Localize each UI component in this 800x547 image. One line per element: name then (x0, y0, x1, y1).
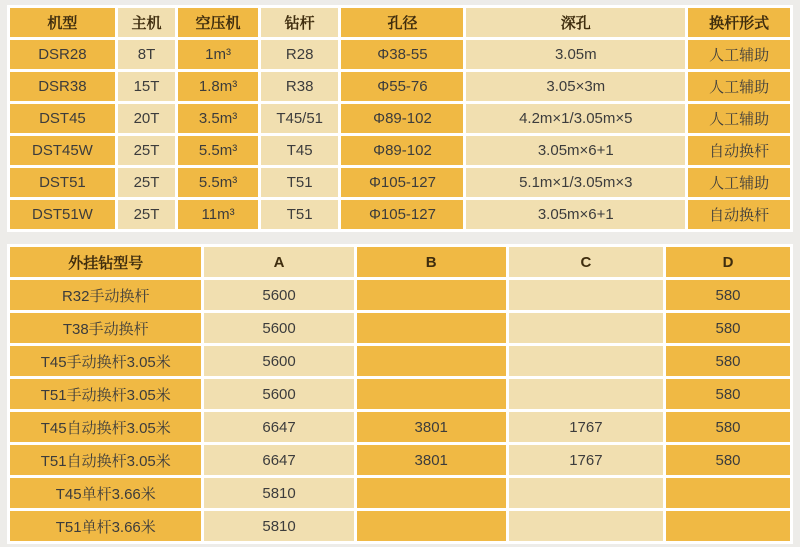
cell: T38手动换杆 (10, 313, 201, 343)
header-cell-hole-diameter: 孔径 (341, 8, 463, 37)
header-cell-d: D (666, 247, 790, 277)
cell: T51 (261, 200, 339, 229)
cell: 5810 (204, 511, 353, 541)
cell: Φ105-127 (341, 200, 463, 229)
cell: 5810 (204, 478, 353, 508)
cell: 6647 (204, 412, 353, 442)
cell: Φ89-102 (341, 104, 463, 133)
dimension-table-row (10, 346, 790, 376)
cell (357, 379, 506, 409)
cell: 3.05m (466, 40, 685, 69)
header-cell-c: C (509, 247, 663, 277)
cell: DST45 (10, 104, 115, 133)
cell: 3.05m×6+1 (466, 136, 685, 165)
cell: T51 (261, 168, 339, 197)
cell (357, 313, 506, 343)
cell: 1767 (509, 445, 663, 475)
cell (357, 511, 506, 541)
cell (509, 280, 663, 310)
spec-table-row (10, 200, 790, 229)
cell: 自动换杆 (688, 200, 790, 229)
cell (357, 478, 506, 508)
cell (509, 379, 663, 409)
cell (509, 478, 663, 508)
cell: 3.05m×6+1 (466, 200, 685, 229)
header-cell-drill-model: 外挂钻型号 (10, 247, 201, 277)
cell: 5.5m³ (178, 136, 258, 165)
header-cell-drill-rod: 钻杆 (261, 8, 339, 37)
dimension-table-row (10, 478, 790, 508)
header-cell-b: B (357, 247, 506, 277)
spec-table (7, 5, 793, 232)
cell: 人工辅助 (688, 40, 790, 69)
header-cell-main-machine: 主机 (118, 8, 175, 37)
header-cell-compressor: 空压机 (178, 8, 258, 37)
cell: 25T (118, 168, 175, 197)
cell (357, 346, 506, 376)
cell: 25T (118, 136, 175, 165)
dimension-table-row (10, 412, 790, 442)
dimension-table-row (10, 313, 790, 343)
cell (509, 313, 663, 343)
cell: DSR28 (10, 40, 115, 69)
cell: 11m³ (178, 200, 258, 229)
cell: 3.5m³ (178, 104, 258, 133)
cell: DSR38 (10, 72, 115, 101)
cell: 20T (118, 104, 175, 133)
header-cell-a: A (204, 247, 353, 277)
cell (509, 511, 663, 541)
cell: 3801 (357, 445, 506, 475)
spec-table-header-row (10, 8, 790, 37)
cell: DST51W (10, 200, 115, 229)
cell: 25T (118, 200, 175, 229)
cell: 5600 (204, 346, 353, 376)
header-cell-model: 机型 (10, 8, 115, 37)
cell: T45手动换杆3.05米 (10, 346, 201, 376)
cell: 3801 (357, 412, 506, 442)
cell: 5.5m³ (178, 168, 258, 197)
cell: Φ105-127 (341, 168, 463, 197)
cell: DST45W (10, 136, 115, 165)
cell: 580 (666, 445, 790, 475)
cell: 4.2m×1/3.05m×5 (466, 104, 685, 133)
cell: 5600 (204, 313, 353, 343)
cell: 1.8m³ (178, 72, 258, 101)
cell: 5.1m×1/3.05m×3 (466, 168, 685, 197)
cell: 580 (666, 412, 790, 442)
dimension-table-row (10, 280, 790, 310)
cell: 8T (118, 40, 175, 69)
cell: T45 (261, 136, 339, 165)
cell: 5600 (204, 280, 353, 310)
cell: 6647 (204, 445, 353, 475)
cell: 580 (666, 280, 790, 310)
cell: 1767 (509, 412, 663, 442)
cell: Φ89-102 (341, 136, 463, 165)
spec-table-row (10, 136, 790, 165)
cell: T51自动换杆3.05米 (10, 445, 201, 475)
cell: 5600 (204, 379, 353, 409)
cell: R32手动换杆 (10, 280, 201, 310)
cell: 人工辅助 (688, 72, 790, 101)
spec-table-row (10, 168, 790, 197)
cell: 580 (666, 313, 790, 343)
cell (666, 478, 790, 508)
cell: R38 (261, 72, 339, 101)
cell: 580 (666, 346, 790, 376)
dimension-table-row (10, 445, 790, 475)
cell: 580 (666, 379, 790, 409)
cell: T45单杆3.66米 (10, 478, 201, 508)
cell: T51单杆3.66米 (10, 511, 201, 541)
spec-table-row (10, 104, 790, 133)
spec-table-row (10, 40, 790, 69)
cell: R28 (261, 40, 339, 69)
cell (357, 280, 506, 310)
dimension-table (7, 244, 793, 544)
cell: 1m³ (178, 40, 258, 69)
cell: 自动换杆 (688, 136, 790, 165)
header-cell-rod-change: 换杆形式 (688, 8, 790, 37)
cell (666, 511, 790, 541)
spec-table-row (10, 72, 790, 101)
dimension-table-header-row (10, 247, 790, 277)
cell: T51手动换杆3.05米 (10, 379, 201, 409)
cell: T45自动换杆3.05米 (10, 412, 201, 442)
cell: 15T (118, 72, 175, 101)
header-cell-hole-depth: 深孔 (466, 8, 685, 37)
dimension-table-row (10, 379, 790, 409)
cell (509, 346, 663, 376)
cell: T45/51 (261, 104, 339, 133)
cell: Φ38-55 (341, 40, 463, 69)
cell: DST51 (10, 168, 115, 197)
cell: 人工辅助 (688, 168, 790, 197)
cell: 人工辅助 (688, 104, 790, 133)
cell: 3.05×3m (466, 72, 685, 101)
cell: Φ55-76 (341, 72, 463, 101)
dimension-table-row (10, 511, 790, 541)
